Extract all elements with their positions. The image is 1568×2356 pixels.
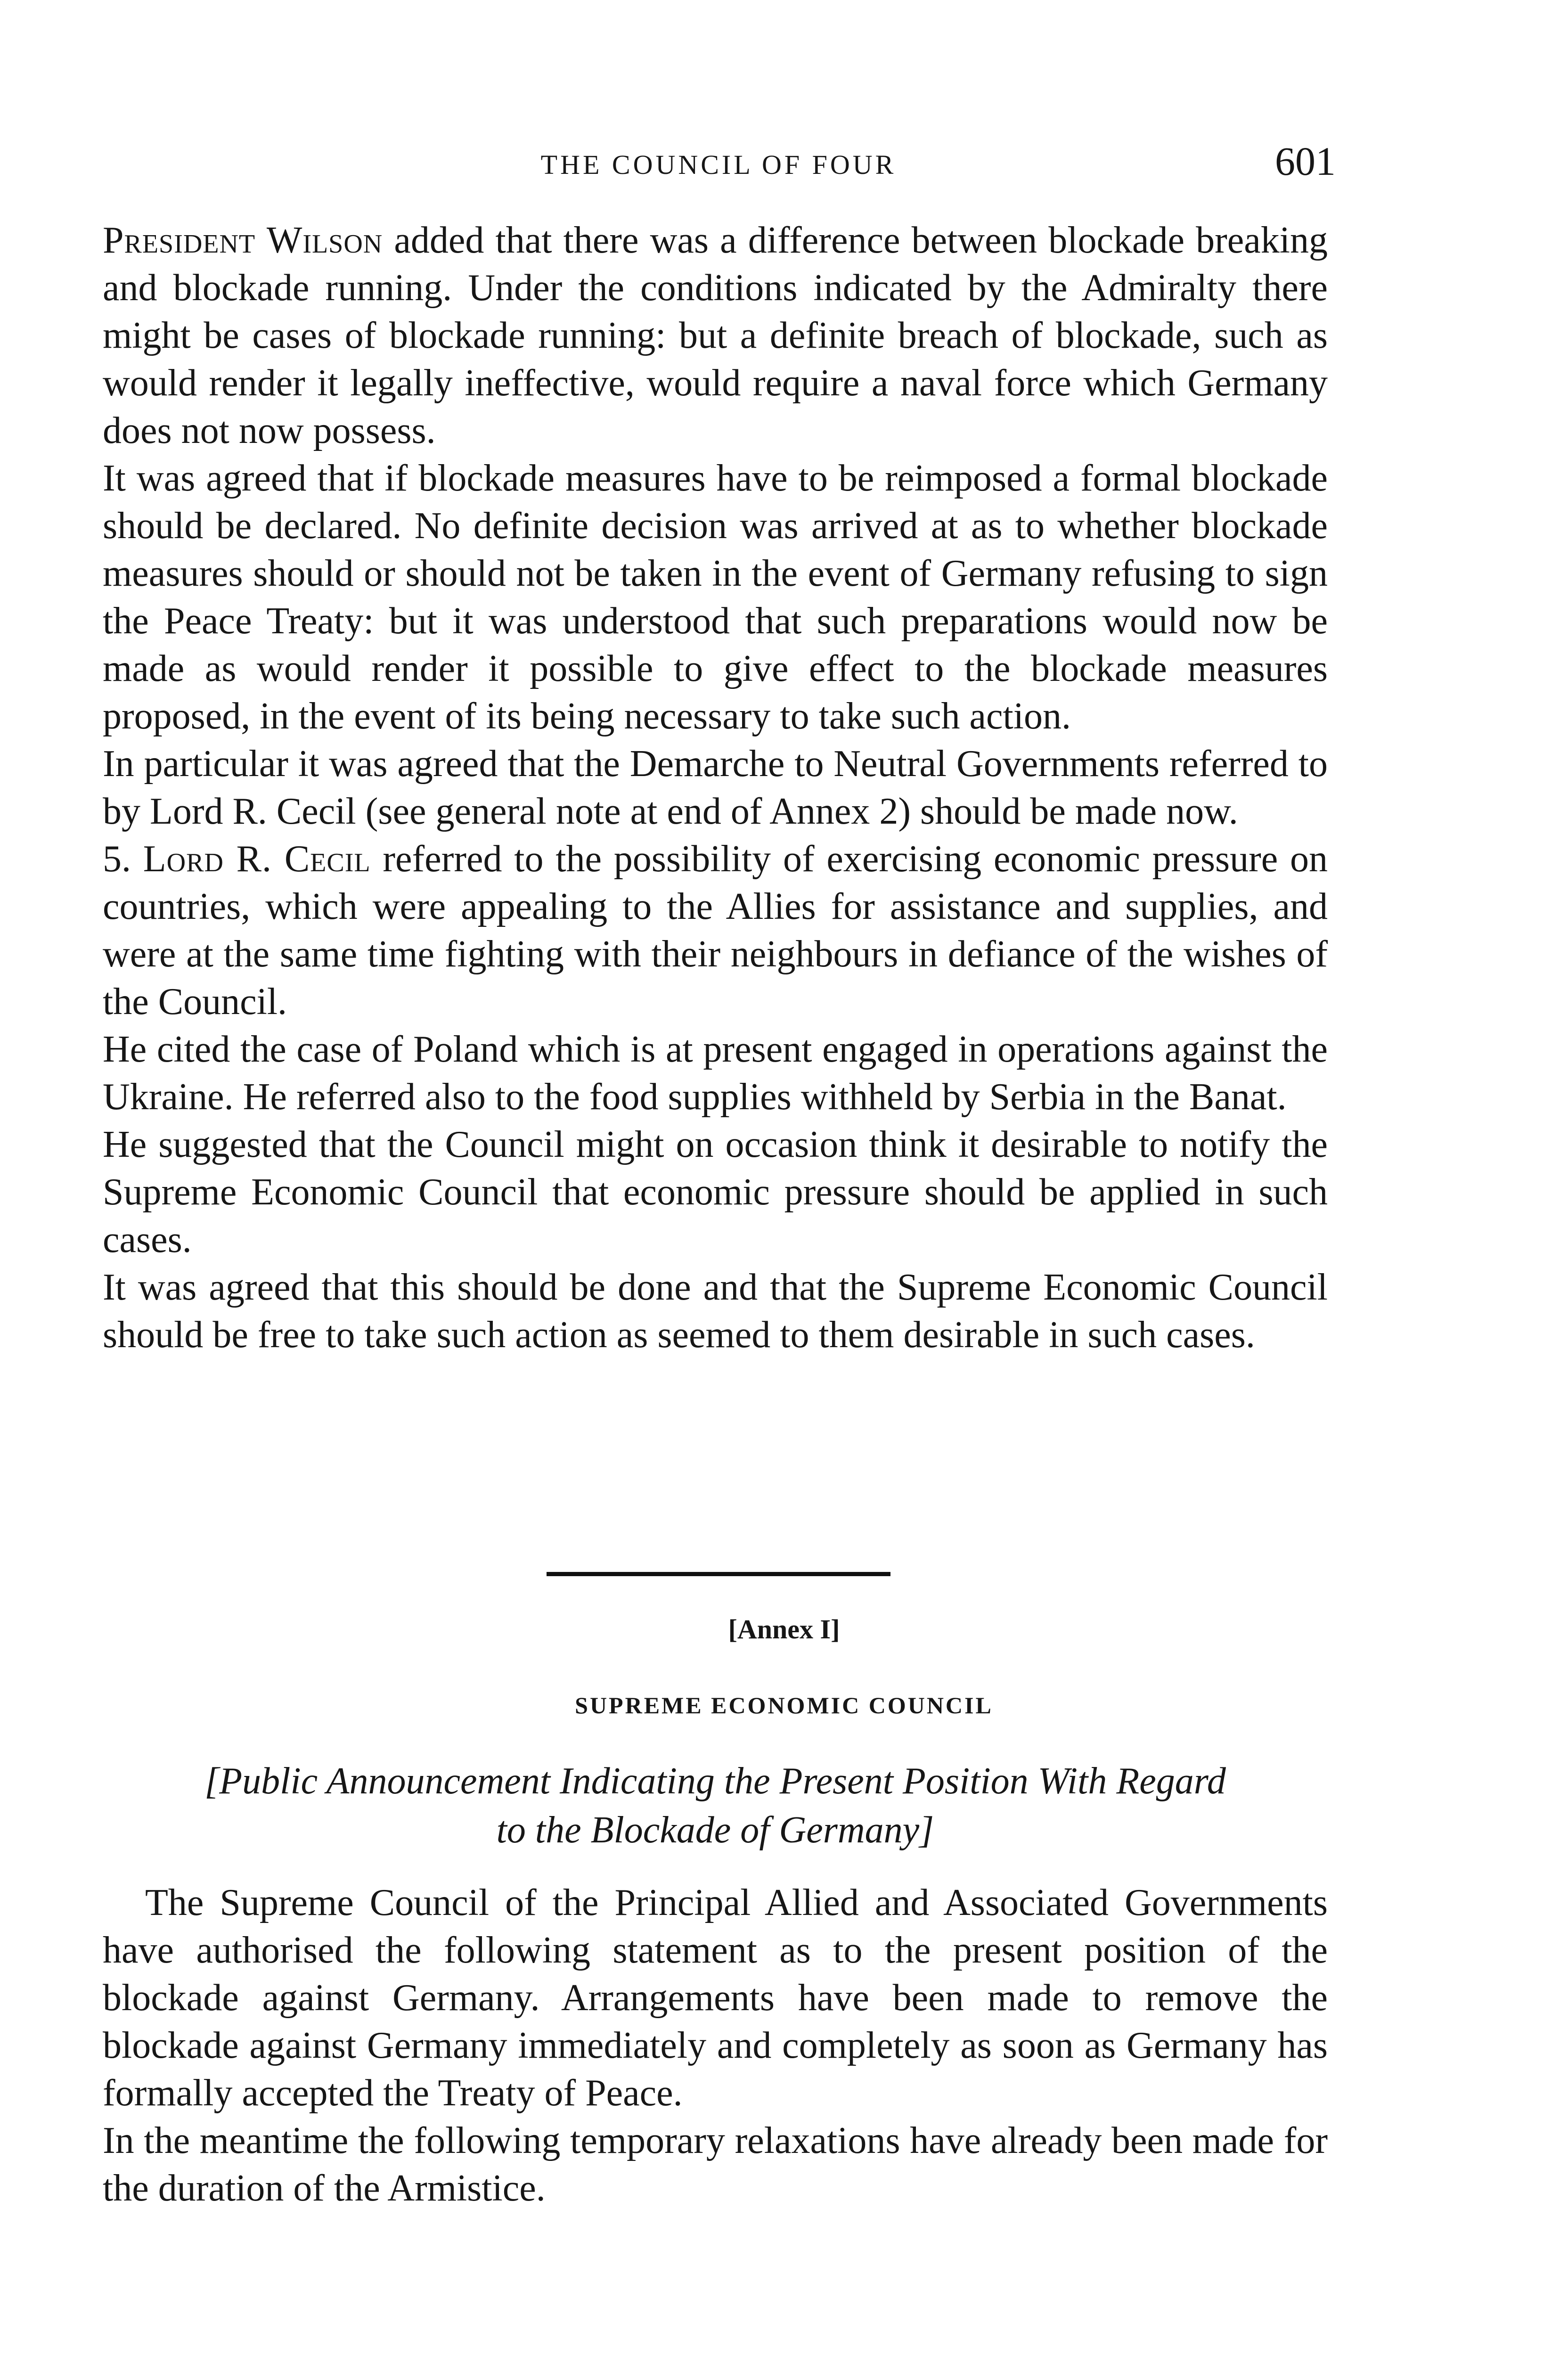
annex-paragraph: The Supreme Council of the Principal Allied and Associated Governments have authorised the following statement as to the present position of the blockade against Germany. Arrangements have been made to remove the blockade against Germany immediately and completely as soon as Germany has formally accepted the Treaty of Peace.	[103, 1882, 1328, 2114]
paragraph-poland: He cited the case of Poland which is at present engaged in operations against the Ukraine. He referred also to the food supplies withheld by Serbia in the Banat.	[103, 1029, 1328, 1118]
paragraph-agreed-action: It was agreed that this should be done and that the Supreme Economic Council should be free to take such action as seemed to them desirable in such cases.	[103, 1267, 1328, 1356]
paragraph-text: referred to the possibility of exercising economic pressure on countries, which were appealing to the Allies for assistance and supplies, and were at the same time fighting with their neighbours in defiance of the wishes of the Council.	[103, 838, 1328, 1023]
annex-text	[103, 1879, 1328, 2212]
speaker-name: President Wilson	[103, 220, 383, 261]
annex-paragraph: In the meantime the following temporary relaxations have already been made for the duration of the Armistice.	[103, 2120, 1328, 2209]
announcement-title-line: to the Blockade of Germany]	[496, 1809, 934, 1851]
paragraph-demarche: In particular it was agreed that the Demarche to Neutral Governments referred to by Lord R. Cecil (see general note at end of Annex 2) should be made now.	[103, 743, 1328, 832]
paragraph-economic-pressure: He suggested that the Council might on occasion think it desirable to notify the Supreme Economic Council that economic pressure should be applied in such cases.	[103, 1124, 1328, 1260]
announcement-title-line: [Public Announcement Indicating the Present Position With Regard	[204, 1760, 1226, 1802]
item-number: 5.	[103, 838, 143, 880]
annex-label: [Annex I]	[728, 1614, 840, 1644]
running-title: THE COUNCIL OF FOUR	[540, 149, 897, 180]
paragraph-wilson	[103, 217, 1328, 455]
page-number: 601	[1275, 139, 1336, 184]
paragraph-text: added that there was a difference between blockade breaking and blockade running. Under the conditions indicated by the Admiralty there might be cases of blockade running: but a definite breach of blockade, such as would render it legally ineffective, would require a naval force which Germany does not now possess.	[103, 220, 1328, 451]
paragraph-blockade-agreement: It was agreed that if blockade measures have to be reimposed a formal blockade should be declared. No definite decision was arrived at as to whether blockade measures should or should not be taken in the event of Germany refusing to sign the Peace Treaty: but it was understood that such preparations would now be made as would render it possible to give effect to the blockade measures proposed, in the event of its being necessary to take such action.	[103, 458, 1328, 737]
speaker-name: Lord R. Cecil	[143, 838, 371, 880]
paragraph-cecil	[103, 835, 1328, 1026]
council-name: SUPREME ECONOMIC COUNCIL	[575, 1692, 993, 1718]
announcement-title	[103, 1757, 1328, 1855]
page-header	[101, 138, 1336, 189]
minutes-text	[103, 217, 1328, 1359]
section-divider	[547, 1572, 890, 1576]
